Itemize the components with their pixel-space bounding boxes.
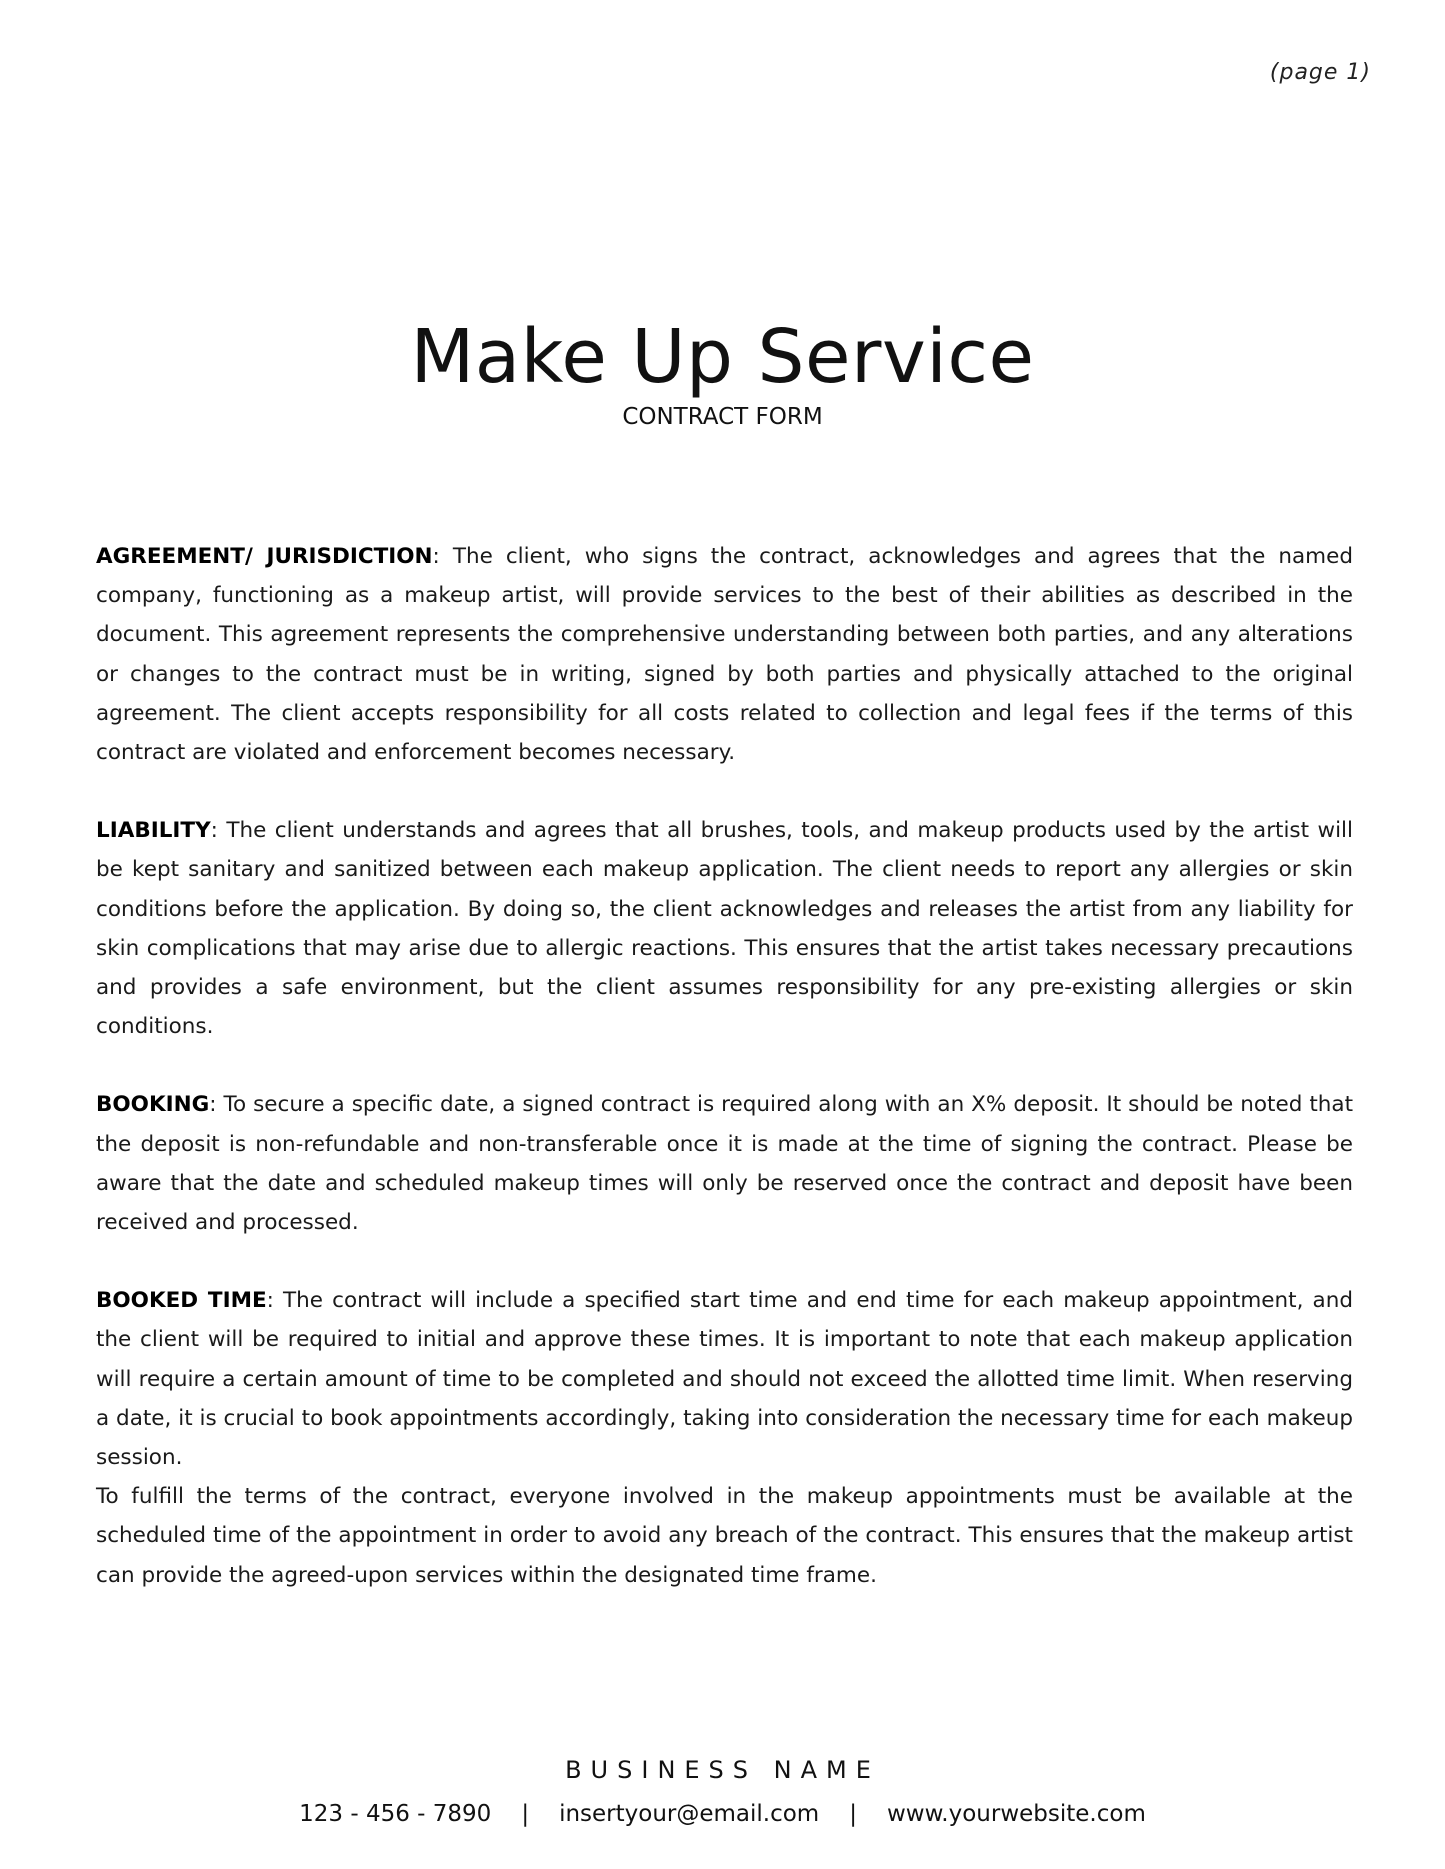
- contact-separator: |: [521, 1801, 530, 1827]
- section-heading: LIABILITY: [96, 818, 211, 844]
- business-name: BUSINESS NAME: [565, 1756, 880, 1784]
- website-url: www.yourwebsite.com: [886, 1801, 1146, 1827]
- phone-number: 123 - 456 - 7890: [299, 1801, 492, 1827]
- contact-row: [0, 1799, 1445, 1829]
- section-paragraph: [96, 537, 1353, 772]
- footer: [0, 1755, 1445, 1829]
- section-booking: [96, 1085, 1353, 1242]
- section-text: : The client, who signs the contract, acknowledges and agrees that the named company, functioning as a makeup artist, will provide services to the best of their abilities as described in the document. This agreement represents the comprehensive understanding between both parties, and any alterations or changes to the contract must be in writing, signed by both parties and physically attached to the original agreement. The client accepts responsibility for all costs related to collection and legal fees if the terms of this contract are violated and enforcement becomes necessary.: [96, 544, 1353, 766]
- section-heading: AGREEMENT/ JURISDICTION: [96, 544, 433, 569]
- contract-body: [96, 537, 1353, 1634]
- title-block: [0, 312, 1445, 432]
- page-number-label: (page 1): [1269, 60, 1371, 85]
- contact-separator: |: [849, 1801, 857, 1827]
- section-agreement-jurisdiction: [96, 537, 1353, 772]
- section-paragraph: [96, 811, 1353, 1046]
- document-subtitle: CONTRACT FORM: [622, 404, 823, 430]
- document-title: Make Up Service: [410, 314, 1035, 400]
- section-heading: BOOKED TIME: [96, 1288, 267, 1314]
- section-paragraph: [96, 1281, 1353, 1477]
- section-paragraph: [96, 1085, 1353, 1242]
- section-booked-time: [96, 1281, 1353, 1595]
- section-text: : The contract will include a specified start time and end time for each makeup appointment, and the client will be required to initial and approve these times. It is important to note that each makeup application will require a certain amount of time to be completed and should not exceed the allotted time limit. When reserving a date, it is crucial to book appointments accordingly, taking into consideration the necessary time for each makeup session.: [96, 1288, 1353, 1471]
- section-heading: BOOKING: [96, 1092, 210, 1118]
- email-address: insertyour@email.com: [559, 1801, 820, 1827]
- section-text: : To secure a specific date, a signed contract is required along with an X% deposit. It should be noted that the deposit is non-refundable and non-transferable once it is made at the time of signing the contract. Please be aware that the date and scheduled makeup times will only be reserved once the contract and deposit have been received and processed.: [96, 1092, 1353, 1236]
- section-paragraph: To fulfill the terms of the contract, everyone involved in the makeup appointments must be available at the scheduled time of the appointment in order to avoid any breach of the contract. This ensures that the makeup artist can provide the agreed-upon services within the designated time frame.: [96, 1484, 1353, 1588]
- section-text: : The client understands and agrees that all brushes, tools, and makeup products used by the artist will be kept sanitary and sanitized between each makeup application. The client needs to report any allergies or skin conditions before the application. By doing so, the client acknowledges and releases the artist from any liability for skin complications that may arise due to allergic reactions. This ensures that the artist takes necessary precautions and provides a safe environment, but the client assumes responsibility for any pre-existing allergies or skin conditions.: [96, 818, 1353, 1040]
- section-liability: [96, 811, 1353, 1046]
